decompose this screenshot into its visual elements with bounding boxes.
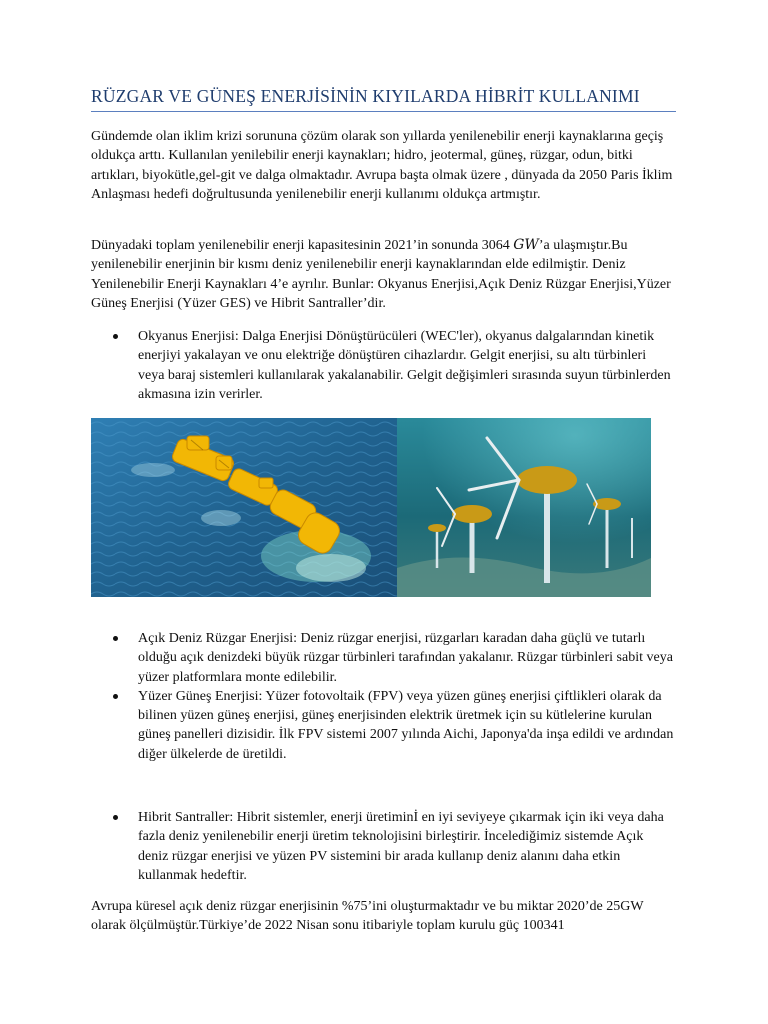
wave-device-illustration — [91, 418, 397, 597]
capacity-text-after: ’a ulaşmıştır.Bu yenilenebilir enerjinin bir kısmı deniz yenilenebilir enerji kaynaklarından elde edilmiştir. Deniz Yenilenebilir Enerji Kaynakları 4’e ayrılır. Bunlar: Okyanus Enerjisi,Açık Deniz Rüzgar Enerjisi,Yüzer Güneş Enerjisi (Yüzer GES) ve Hibrit Santraller’dir. — [91, 238, 671, 311]
tidal-turbine-image — [397, 418, 651, 597]
bullet-list-wind-solar — [91, 629, 676, 764]
bullet-icon — [113, 636, 118, 641]
list-item — [91, 808, 676, 885]
list-item — [91, 327, 676, 404]
bullet-text-floating-solar: Yüzer Güneş Enerjisi: Yüzer fotovoltaik (FPV) veya yüzen güneş enerjisi çiftlikleri olarak da bilinen yüzen güneş enerjisi, güneş enerjisinden elektrik üretmek için su kütlelerine kurulan güneş panelleri dizisidir. İlk FPV sistemi 2007 yılında Aichi, Japonya'da inşa edildi ve ardından diğer ülkelerde de üretildi. — [138, 688, 674, 762]
bullet-text-ocean: Okyanus Enerjisi: Dalga Enerjisi Dönüştürücüleri (WEC'ler), okyanus dalgalarından kinetik enerjiyi yakalayan ve onu elektriğe dönüştüren cihazlardır. Gelgit enerjisi, su altı türbinleri veya baraj sistemleri kullanılarak yakalanabilir. Gelgit değişimleri sırasında suyun türbinlerden akmasına izin verirler. — [138, 329, 671, 402]
europe-paragraph: Avrupa küresel açık deniz rüzgar enerjisinin %75’ini oluşturmaktadır ve bu miktar 2020’de 25GW olarak ölçülmüştür.Türkiye’de 2022 Nisan sonu itibariyle toplam kurulu güç 100341 — [91, 899, 644, 934]
bullet-icon — [113, 815, 118, 820]
list-item — [91, 629, 676, 687]
capacity-paragraph — [91, 236, 676, 313]
capacity-text-before: Dünyadaki toplam yenilenebilir enerji kapasitesinin 2021’in sonunda 3064 — [91, 238, 514, 253]
document-title: RÜZGAR VE GÜNEŞ ENERJİSİNİN KIYILARDA HİBRİT KULLANIMI — [91, 86, 676, 112]
wave-energy-device-image — [91, 418, 397, 597]
bullet-text-hybrid: Hibrit Santraller: Hibrit sistemler, enerji üretimin͏İ en iyi seviyeye çıkarmak için iki veya daha fazla deniz yenilenebilir enerji üretim teknolojisini birleştirir. İncelediğimiz sistemde Açık deniz rüzgar enerjisi ve yüzen PV sistemini bir arada kullanıp deniz alanını daha etkin kullanmak hedeftir. — [138, 810, 664, 883]
bullet-icon — [113, 334, 118, 339]
energy-images — [91, 418, 651, 597]
bullet-icon — [113, 694, 118, 699]
bullet-list-ocean — [91, 327, 676, 404]
bullet-list-hybrid — [91, 808, 676, 885]
gw-unit: GW — [513, 237, 539, 253]
list-item — [91, 687, 676, 764]
tidal-turbine-illustration — [397, 418, 651, 597]
intro-paragraph: Gündemde olan iklim krizi sorununa çözüm olarak son yıllarda yenilenebilir enerji kaynaklarına geçiş oldukça arttı. Kullanılan yenilebilir enerji kaynakları; hidro, jeotermal, güneş, rüzgar, odun, bitki artıkları, biyokütle,gel-git ve dalga olmaktadır. Avrupa başta olmak üzere , dünyada da 2050 Paris İklim Anlaşması hedefi doğrultusunda yenilenebilir enerji kullanımı oldukça artmıştır. — [91, 129, 673, 202]
bullet-text-offshore-wind: Açık Deniz Rüzgar Enerjisi: Deniz rüzgar enerjisi, rüzgarları karadan daha güçlü ve tutarlı olduğu açık denizdeki büyük rüzgar türbinleri tarafından yakalanır. Rüzgar türbinleri sabit veya yüzer platformlara monte edilebilir. — [138, 631, 673, 685]
